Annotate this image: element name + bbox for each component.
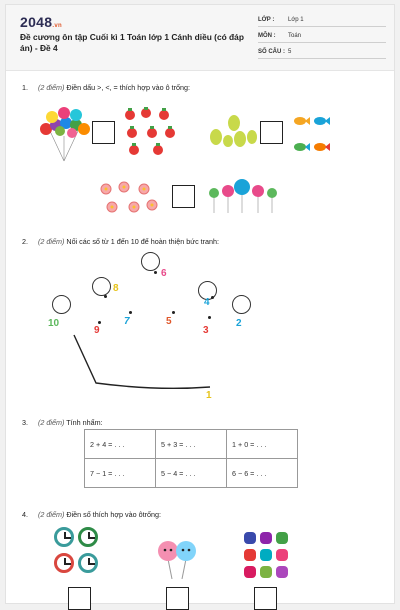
connect-number-4: 4	[204, 297, 210, 308]
clock-icon	[78, 527, 98, 547]
question-text: Điền dấu >, <, = thích hợp vào ô trống:	[64, 83, 190, 92]
candy-icon	[260, 532, 272, 544]
connect-number-9: 9	[94, 325, 100, 336]
connect-circle-2[interactable]	[232, 295, 251, 314]
connect-dot-9	[98, 321, 101, 324]
connect-number-8: 8	[113, 283, 119, 294]
connect-circle-10[interactable]	[52, 295, 71, 314]
candy-icon	[244, 549, 256, 561]
connect-number-5: 5	[166, 316, 172, 327]
connect-dot-7	[129, 311, 132, 314]
question-points: (2 điểm)	[38, 418, 65, 427]
math-cell[interactable]: 5 − 4 = . . .	[156, 459, 227, 488]
candy-icon	[260, 549, 272, 561]
connect-circle-8[interactable]	[92, 277, 111, 296]
question-points: (2 điểm)	[38, 83, 65, 92]
cotton-candy-image	[156, 535, 200, 579]
connect-dot-4	[211, 296, 214, 299]
connect-number-3: 3	[203, 325, 209, 336]
connect-dot-6	[154, 271, 157, 274]
clock-icon	[54, 553, 74, 573]
answer-box-cotton-candy[interactable]	[166, 587, 189, 610]
question-text: Nối các số từ 1 đến 10 để hoàn thiện bức tranh:	[64, 237, 220, 246]
question-3	[22, 418, 103, 427]
answer-box-candies[interactable]	[254, 587, 277, 610]
question-text: Tính nhẩm:	[64, 418, 103, 427]
connect-picture-outline	[6, 5, 396, 405]
candy-icon	[276, 566, 288, 578]
connect-number-1: 1	[206, 390, 212, 401]
meta-count-value: 5	[288, 49, 292, 55]
math-cell[interactable]: 5 + 3 = . . .	[156, 430, 227, 459]
meta-class-value: Lớp 1	[288, 17, 304, 23]
math-cell[interactable]: 7 − 1 = . . .	[85, 459, 156, 488]
candy-icon	[244, 532, 256, 544]
question-4	[22, 510, 161, 519]
candy-icon	[276, 532, 288, 544]
connect-number-2: 2	[236, 318, 242, 329]
connect-number-7: 7	[124, 316, 130, 327]
math-cell[interactable]: 6 − 6 = . . .	[227, 459, 298, 488]
answer-box-clocks[interactable]	[68, 587, 91, 610]
question-points: (2 điểm)	[38, 237, 65, 246]
math-cell[interactable]: 2 + 4 = . . .	[85, 430, 156, 459]
connect-dot-5	[172, 311, 175, 314]
meta-class-label: LỚP :	[258, 17, 275, 23]
question-text: Điền số thích hợp vào ôtrống:	[64, 510, 161, 519]
question-number: 3.	[22, 418, 28, 427]
brand-tld: .vn	[52, 23, 62, 29]
connect-number-10: 10	[48, 318, 60, 329]
connect-circle-6[interactable]	[141, 252, 160, 271]
meta-subject-label: MÔN :	[258, 33, 276, 39]
question-points: (2 điểm)	[38, 510, 65, 519]
question-number: 4.	[22, 510, 28, 519]
connect-dot-8	[104, 295, 107, 298]
worksheet-title: Đề cương ôn tập Cuối kì 1 Toán lớp 1 Cánh diều (có đáp án) - Đề 4	[20, 32, 244, 53]
worksheet-page	[5, 4, 395, 604]
meta-subject-value: Toán	[288, 33, 302, 39]
table-row	[85, 459, 298, 488]
mental-math-table	[84, 429, 298, 488]
connect-dot-3	[208, 316, 211, 319]
question-number: 1.	[22, 83, 28, 92]
candy-icon	[276, 549, 288, 561]
connect-number-6: 6	[161, 268, 167, 279]
meta-count-label: SỐ CÂU :	[258, 49, 285, 55]
candy-icon	[244, 566, 256, 578]
question-number: 2.	[22, 237, 28, 246]
brand-name: 2048	[20, 14, 53, 30]
clock-icon	[54, 527, 74, 547]
candy-icon	[260, 566, 272, 578]
math-cell[interactable]: 1 + 0 = . . .	[227, 430, 298, 459]
table-row	[85, 430, 298, 459]
clock-icon	[78, 553, 98, 573]
